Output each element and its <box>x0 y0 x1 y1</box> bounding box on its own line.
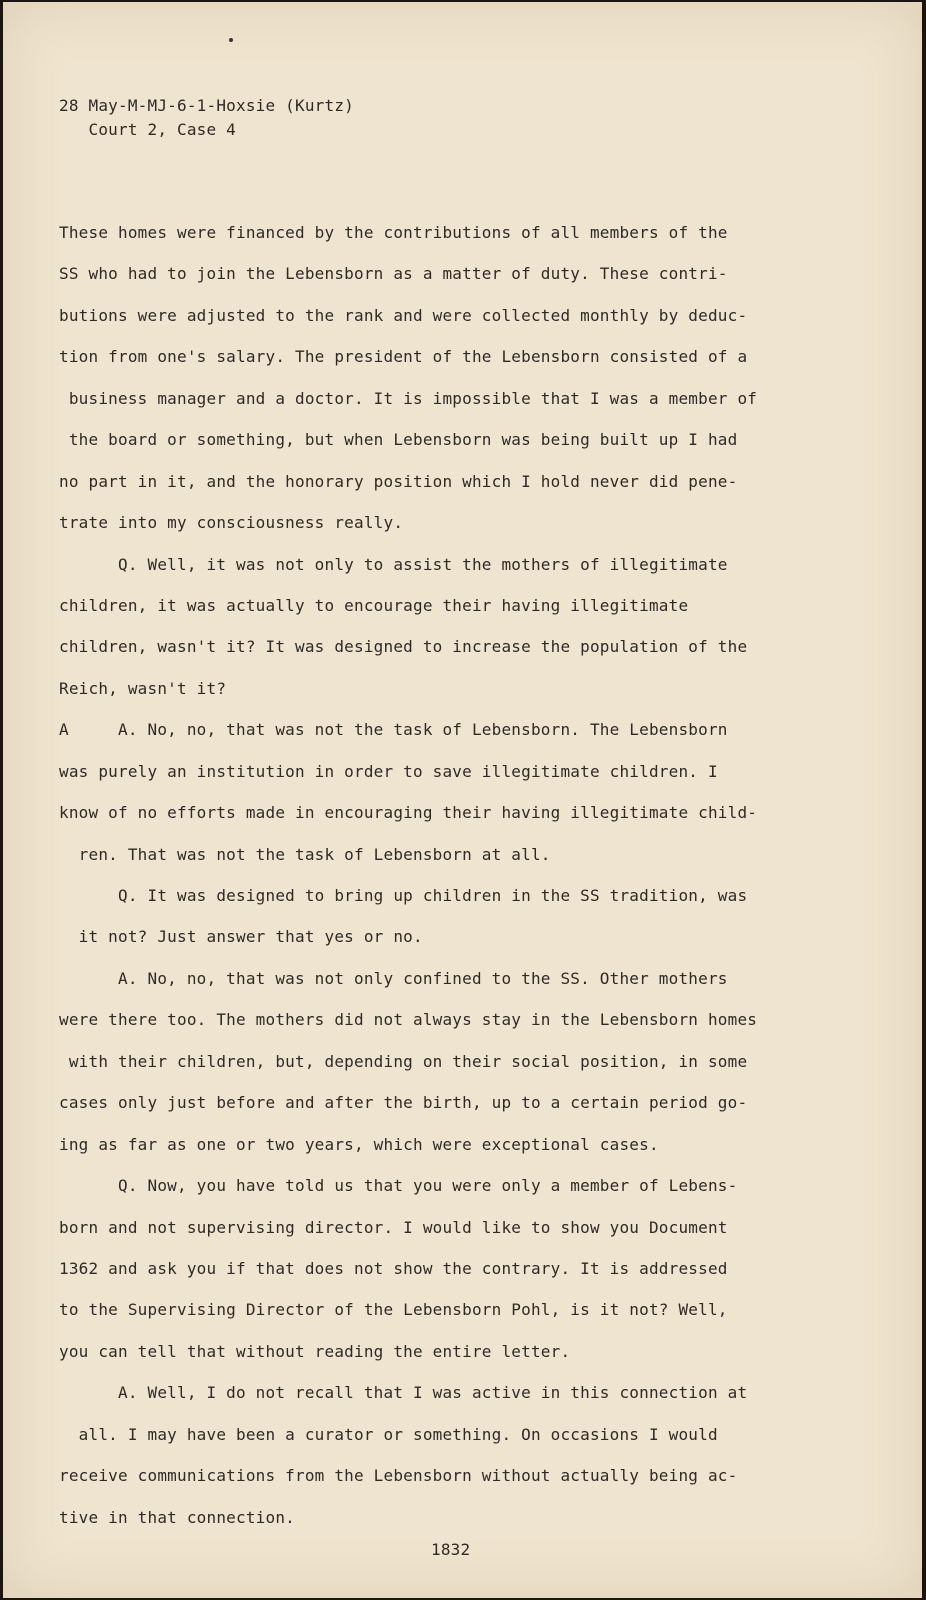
text-line: Q. It was designed to bring up children in the SS tradition, was <box>59 886 748 905</box>
text-line: A A. No, no, that was not the task of Lebensborn. The Lebensborn <box>59 720 728 740</box>
page-number: 1832 <box>431 1540 471 1559</box>
text-line: A. No, no, that was not only confined to the SS. Other mothers <box>59 968 728 988</box>
text-line: Q. Now, you have told us that you were only a member of Lebens- <box>59 1176 738 1196</box>
document-page <box>3 2 922 1598</box>
ink-dot <box>229 38 233 42</box>
text-line: A. Well, I do not recall that I was active in this connection at <box>59 1383 748 1403</box>
text-line: it not? Just answer that yes or no. <box>59 927 423 947</box>
text-line: children, wasn't it? It was designed to increase the population of the <box>59 637 748 657</box>
text-line: SS who had to join the Lebensborn as a matter of duty. These contri- <box>59 264 728 284</box>
text-line: business manager and a doctor. It is impossible that I was a member of <box>59 388 758 408</box>
text-line: no part in it, and the honorary position which I hold never did pene- <box>59 471 738 491</box>
text-line: Q. Well, it was not only to assist the mothers of illegitimate <box>59 554 728 574</box>
text-line: cases only just before and after the birth, up to a certain period go- <box>59 1093 748 1113</box>
text-line: children, it was actually to encourage their having illegitimate <box>59 595 689 615</box>
header-line-1: 28 May-M-MJ-6-1-Hoxsie (Kurtz) <box>59 96 354 115</box>
transcript-body <box>59 212 789 1538</box>
text-line: Reich, wasn't it? <box>59 678 227 698</box>
header-line-2: Court 2, Case 4 <box>59 120 236 139</box>
text-line: receive communications from the Lebensborn without actually being ac- <box>59 1466 738 1486</box>
text-line: tive in that connection. <box>59 1507 295 1527</box>
text-line: ing as far as one or two years, which were exceptional cases. <box>59 1134 659 1154</box>
text-line: 1362 and ask you if that does not show the contrary. It is addressed <box>59 1258 728 1278</box>
text-line: all. I may have been a curator or something. On occasions I would <box>59 1424 718 1444</box>
text-line: tion from one's salary. The president of the Lebensborn consisted of a <box>59 347 748 367</box>
text-line: the board or something, but when Lebensborn was being built up I had <box>59 430 738 450</box>
text-line: with their children, but, depending on their social position, in some <box>59 1051 748 1071</box>
text-line: born and not supervising director. I would like to show you Document <box>59 1217 728 1237</box>
text-line: was purely an institution in order to save illegitimate children. I <box>59 761 718 781</box>
text-line: trate into my consciousness really. <box>59 513 404 533</box>
text-line: know of no efforts made in encouraging their having illegitimate child- <box>59 803 758 823</box>
text-line: These homes were financed by the contributions of all members of the <box>59 223 728 242</box>
text-line: you can tell that without reading the entire letter. <box>59 1341 571 1361</box>
text-line: were there too. The mothers did not always stay in the Lebensborn homes <box>59 1010 758 1030</box>
text-line: butions were adjusted to the rank and were collected monthly by deduc- <box>59 305 748 325</box>
text-line: ren. That was not the task of Lebensborn at all. <box>59 844 551 864</box>
document-header <box>59 94 354 142</box>
text-line: to the Supervising Director of the Lebensborn Pohl, is it not? Well, <box>59 1300 728 1320</box>
